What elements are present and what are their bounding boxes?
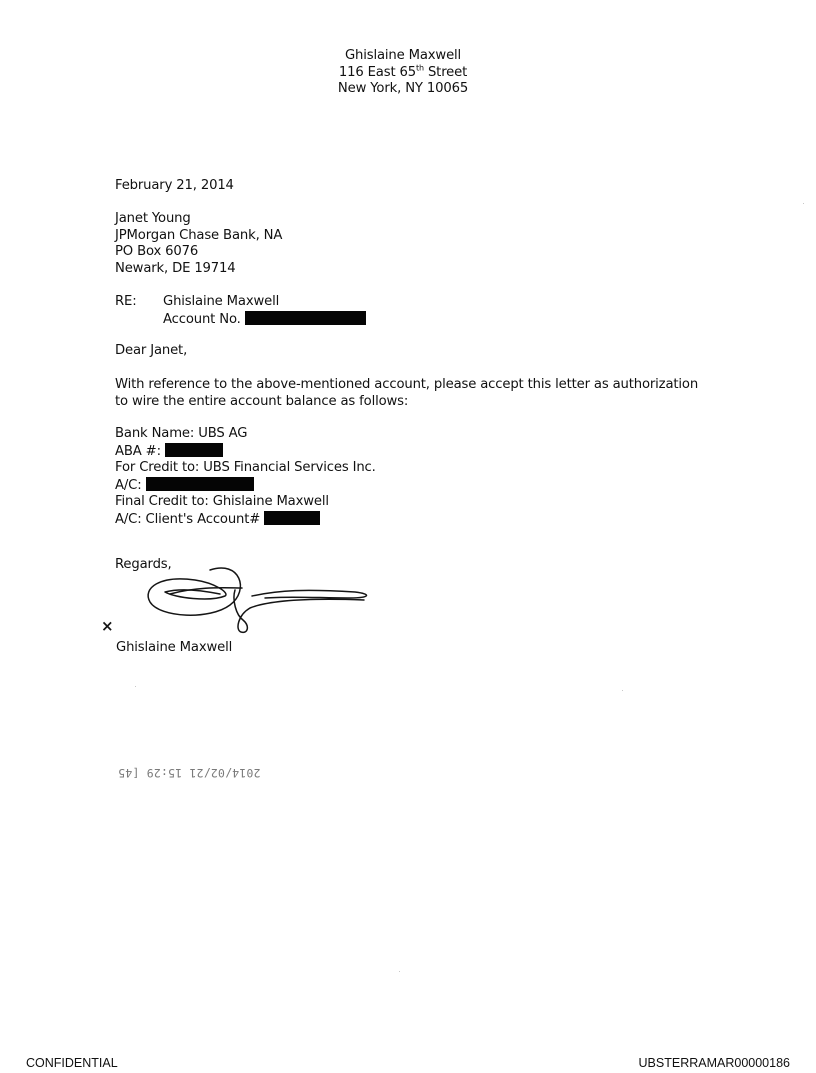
wire-client-account-label: A/C: Client's Account# bbox=[115, 511, 261, 527]
scan-speck bbox=[622, 690, 623, 691]
re-label: RE: bbox=[115, 294, 137, 309]
recipient-city-line: Newark, DE 19714 bbox=[115, 260, 236, 276]
received-date-stamp: 2014/02/21 15:29 [45 bbox=[118, 766, 261, 780]
body-line-2: to wire the entire account balance as follows: bbox=[115, 393, 409, 409]
bates-number: UBSTERRAMAR00000186 bbox=[638, 1056, 790, 1070]
letter-date: February 21, 2014 bbox=[115, 178, 234, 193]
sender-address bbox=[300, 48, 506, 98]
confidential-label: CONFIDENTIAL bbox=[26, 1056, 118, 1070]
client-account-redaction bbox=[264, 511, 320, 525]
sender-street-suffix: th bbox=[416, 63, 424, 73]
recipient-bank: JPMorgan Chase Bank, NA bbox=[115, 227, 283, 243]
recipient-po-box: PO Box 6076 bbox=[115, 244, 199, 260]
wire-instructions bbox=[115, 426, 376, 529]
sender-street-name: Street bbox=[423, 64, 468, 80]
wire-ac-line bbox=[115, 477, 376, 495]
ac-number-redaction bbox=[146, 477, 254, 491]
wire-aba-line bbox=[115, 443, 376, 461]
closing: Regards, bbox=[115, 557, 172, 572]
handwritten-signature bbox=[140, 560, 375, 636]
sender-city-line: New York, NY 10065 bbox=[337, 81, 469, 97]
account-number-redaction bbox=[245, 311, 366, 325]
sender-street-number: 116 East 65 bbox=[338, 64, 416, 80]
re-account-holder: Ghislaine Maxwell bbox=[163, 294, 280, 309]
wire-final-credit: Final Credit to: Ghislaine Maxwell bbox=[115, 494, 329, 510]
salutation: Dear Janet, bbox=[115, 343, 188, 358]
scan-speck bbox=[135, 686, 136, 687]
aba-number-redaction bbox=[165, 443, 223, 457]
wire-bank-name: Bank Name: UBS AG bbox=[115, 426, 248, 441]
scan-speck bbox=[399, 971, 400, 972]
wire-client-account-line bbox=[115, 511, 376, 529]
wire-aba-label: ABA #: bbox=[115, 443, 161, 459]
recipient-name: Janet Young bbox=[115, 211, 191, 226]
wire-ac-label: A/C: bbox=[115, 477, 142, 493]
body-line-1: With reference to the above-mentioned account, please accept this letter as authorization bbox=[115, 377, 699, 392]
sender-street bbox=[300, 65, 506, 82]
signature-x-mark: × bbox=[101, 617, 114, 635]
scan-speck bbox=[803, 203, 804, 204]
signer-name: Ghislaine Maxwell bbox=[116, 640, 233, 655]
recipient-address bbox=[115, 211, 282, 277]
body-paragraph bbox=[115, 377, 698, 410]
sender-name: Ghislaine Maxwell bbox=[344, 48, 462, 63]
re-account-label: Account No. bbox=[163, 311, 241, 327]
wire-credit-to: For Credit to: UBS Financial Services Inc. bbox=[115, 460, 376, 476]
re-block bbox=[163, 294, 366, 328]
re-account-line bbox=[163, 311, 366, 329]
